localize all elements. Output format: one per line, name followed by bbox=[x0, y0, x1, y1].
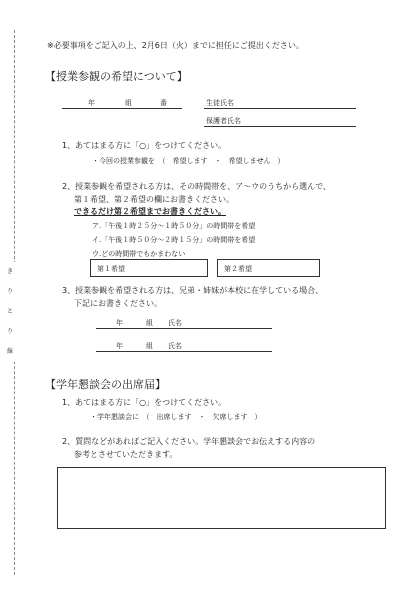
sibling-2-class-label: 組 bbox=[146, 342, 153, 350]
sibling-2-field[interactable] bbox=[96, 351, 272, 352]
sibling-1-name-label: 氏名 bbox=[168, 319, 182, 327]
question-2-emphasis-note: できるだけ第２希望までお書きください。 bbox=[74, 207, 226, 216]
cut-line-char: 線 bbox=[6, 348, 13, 355]
question-3-line-2: 下記にお書きください。 bbox=[74, 299, 162, 308]
question-3-line-1: 3、授業参観を希望される方は、兄弟・姉妹が本校に在学している場合、 bbox=[62, 286, 324, 295]
guardian-name-field[interactable] bbox=[204, 126, 356, 127]
label-student-name: 生徒氏名 bbox=[206, 99, 234, 107]
question-2-line-2: 第１希望、第２希望の欄にお書きください。 bbox=[74, 195, 234, 204]
student-name-field[interactable] bbox=[204, 108, 356, 109]
first-choice-box[interactable] bbox=[90, 259, 208, 277]
question-2-line-1: 2、授業参観を希望される方は、その時間帯を、ア～ウのうちから選んで、 bbox=[62, 182, 331, 191]
cut-line-label bbox=[4, 262, 16, 362]
cut-line-char: り bbox=[6, 328, 13, 335]
cut-line-char: り bbox=[6, 288, 13, 295]
question-1-instruction: 1、あてはまる方に「○」をつけてください。 bbox=[62, 141, 227, 150]
submission-notice: ※必要事項をご記入の上、2月6日（火）までに担任にご提出ください。 bbox=[47, 41, 304, 50]
cut-line-char: と bbox=[6, 308, 13, 315]
time-option-i: イ.「午後１時５０分～２時１５分」の時間帯を希望 bbox=[92, 236, 256, 244]
label-guardian-name: 保護者氏名 bbox=[206, 117, 241, 125]
sibling-2-grade-label: 年 bbox=[116, 342, 123, 350]
section-title-class-observation: 【授業参観の希望について】 bbox=[45, 70, 188, 83]
class-info-line[interactable] bbox=[62, 108, 182, 109]
sibling-1-field[interactable] bbox=[96, 328, 272, 329]
cut-line-char: き bbox=[6, 268, 13, 275]
time-option-a: ア.「午後１時２５分～１時５０分」の時間帯を希望 bbox=[92, 222, 256, 230]
first-choice-label: 第１希望 bbox=[97, 265, 125, 273]
sibling-1-grade-label: 年 bbox=[116, 319, 123, 327]
time-option-u: ウ.どの時間帯でもかまわない bbox=[92, 250, 186, 258]
section-title-grade-meeting: 【学年懇談会の出席届】 bbox=[45, 378, 166, 391]
meeting-question-1: 1、あてはまる方に「○」をつけてください。 bbox=[62, 398, 227, 407]
sibling-2-name-label: 氏名 bbox=[168, 342, 182, 350]
label-grade: 年 bbox=[88, 99, 95, 107]
meeting-question-2-line-1: 2、質問などがあればご記入ください。学年懇談会でお伝えする内容の bbox=[62, 437, 316, 446]
attendance-choice[interactable]: ・学年懇談会に （ 出席します ・ 欠席します ） bbox=[90, 413, 262, 421]
observation-choice[interactable]: ・今回の授業参観を （ 希望します ・ 希望しません ） bbox=[92, 157, 285, 165]
label-number: 番 bbox=[160, 99, 167, 107]
label-class: 組 bbox=[125, 99, 132, 107]
question-answer-box[interactable] bbox=[57, 467, 386, 529]
second-choice-label: 第２希望 bbox=[224, 265, 252, 273]
second-choice-box[interactable] bbox=[217, 259, 320, 277]
meeting-question-2-line-2: 参考とさせていただきます。 bbox=[74, 450, 178, 459]
sibling-1-class-label: 組 bbox=[146, 319, 153, 327]
